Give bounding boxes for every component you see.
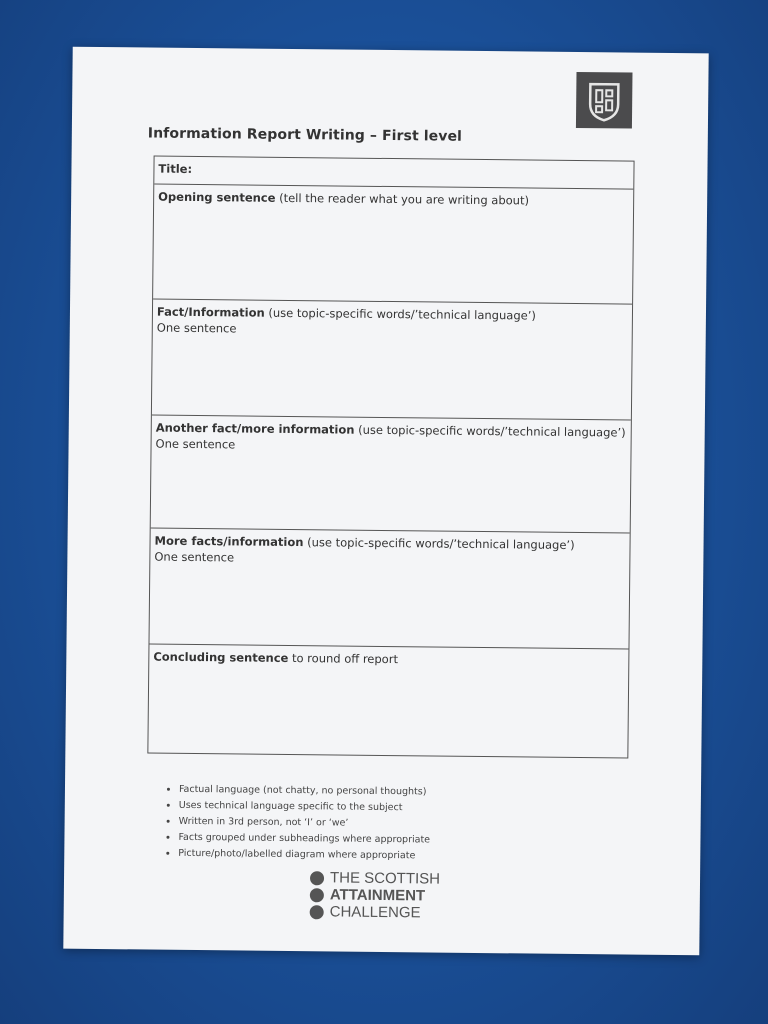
list-item: • Picture/photo/labelled diagram where appropriate — [178, 846, 430, 865]
section-opening-row[interactable] — [153, 185, 633, 305]
section-heading: Opening sentence — [158, 189, 276, 205]
section-note: to round off report — [288, 650, 399, 667]
section-note: (use topic-specific words/’technical language’) — [264, 305, 536, 323]
section-another-fact-row[interactable] — [151, 416, 631, 534]
section-sub: One sentence — [155, 436, 236, 452]
section-note: (use topic-specific words/’technical language’) — [303, 535, 575, 552]
school-crest-icon — [576, 72, 633, 129]
list-item: • Facts grouped under subheadings where appropriate — [178, 830, 430, 849]
section-note: (tell the reader what you are writing about) — [275, 190, 530, 208]
success-criteria-list — [164, 782, 430, 865]
section-heading: Concluding sentence — [153, 649, 289, 665]
section-note: (use topic-specific words/’technical language’) — [354, 422, 626, 440]
logo-circles-icon — [310, 871, 329, 922]
list-item: • Uses technical language specific to the subject — [179, 798, 431, 817]
worksheet-page — [63, 47, 708, 956]
section-sub: One sentence — [156, 320, 237, 336]
section-heading: Fact/Information — [156, 304, 265, 320]
section-heading: Title: — [158, 161, 193, 176]
logo-line-1: THE SCOTTISH — [329, 869, 441, 888]
list-item: • Written in 3rd person, not ‘I’ or ‘we’ — [179, 814, 431, 833]
section-sub: One sentence — [154, 549, 235, 565]
section-concluding-row[interactable] — [148, 645, 628, 758]
list-item: • Factual language (not chatty, no personal thoughts) — [179, 782, 431, 801]
writing-frame — [147, 156, 634, 759]
section-more-facts-row[interactable] — [149, 529, 629, 650]
page-title: Information Report Writing – First level — [147, 125, 463, 145]
logo-line-2: ATTAINMENT — [329, 886, 426, 905]
logo-line-3: CHALLENGE — [329, 903, 421, 922]
section-heading: More facts/information — [154, 533, 304, 550]
section-heading: Another fact/more information — [155, 420, 355, 437]
section-fact-row[interactable] — [152, 300, 632, 421]
scottish-attainment-challenge-logo — [310, 869, 471, 927]
